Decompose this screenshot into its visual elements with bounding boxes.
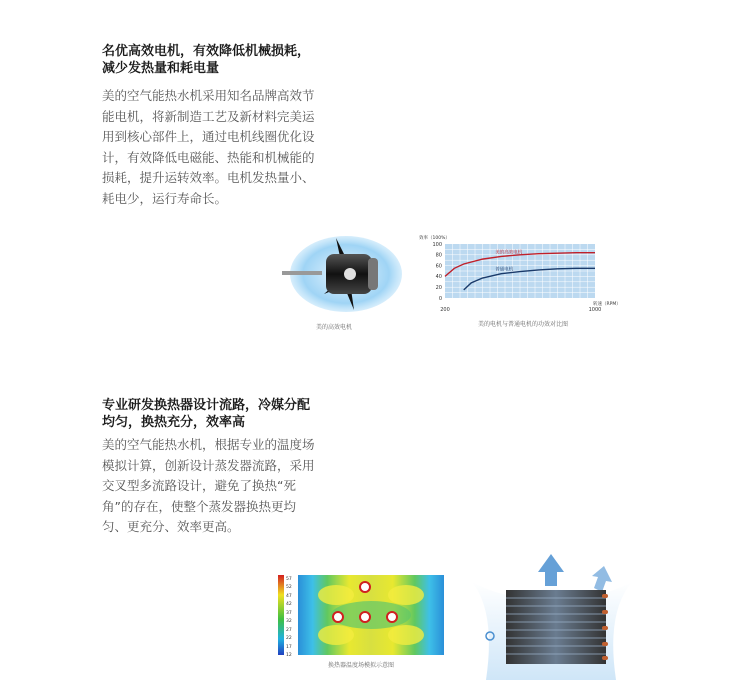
chart-y-tick-label: 20	[435, 285, 442, 291]
chart-x-axis-label: 转速（RPM）	[593, 302, 621, 307]
motor-illustration	[278, 232, 406, 316]
section2-body: 美的空气能热水机，根据专业的温度场模拟计算，创新设计蒸发器流路，采用交叉型多流路设计，避免了换热“死角”的存在，使整个蒸发器换热更均匀、更充分、效率更高。	[102, 437, 315, 534]
chart-y-tick-label: 80	[435, 252, 442, 259]
chart-caption: 美的电机与普通电机的功效对比图	[478, 321, 569, 328]
temperature-scale-label: 42	[286, 602, 292, 608]
chart-y-tick-label: 0	[438, 295, 442, 302]
temperature-scale-label: 47	[286, 593, 292, 599]
section1-body: 美的空气能热水机采用知名品牌高效节能电机，将新制造工艺及新材料完美运用到核心部件上，通过电机线圈优化设计，有效降低电磁能、热能和机械能的损耗，提升运转效率。电机发热量小、耗电少，运行寿命长。	[102, 88, 315, 206]
temperature-scale-label: 32	[286, 619, 292, 625]
chart-y-axis-label: 效率（100%）	[419, 236, 450, 241]
section1-heading: 名优高效电机，有效降低机械损耗，减少发热量和耗电量	[102, 44, 311, 76]
temperature-scale-label: 57	[286, 577, 292, 582]
section2-heading: 专业研发换热器设计流路，冷媒分配均匀，换热充分，效率高	[102, 398, 311, 430]
temperature-scale-label: 27	[286, 627, 292, 633]
temperature-scale-label: 52	[286, 585, 292, 591]
chart-series-label: 普通电机	[495, 267, 514, 273]
chart-series-label: 美的高效电机	[495, 250, 523, 256]
evaporator-illustration	[466, 552, 636, 680]
temperature-scale-label: 37	[286, 610, 292, 616]
motor-caption: 美的高效电机	[316, 324, 353, 331]
chart-x-tick-label: 200	[440, 307, 450, 313]
chart-y-tick-label: 40	[435, 274, 442, 281]
chart-y-tick-label: 60	[435, 263, 442, 270]
chart-x-tick-label: 1000	[588, 307, 602, 313]
temperature-scale-labels	[286, 577, 298, 658]
temperature-scale-label: 22	[286, 636, 292, 642]
temperature-scale-label: 17	[286, 644, 292, 650]
simulation-caption: 换热器温度场模拟示意图	[328, 662, 395, 669]
chart-y-tick-label: 100	[432, 241, 442, 248]
efficiency-chart-svg	[415, 232, 635, 322]
efficiency-chart	[415, 232, 635, 322]
temperature-simulation	[276, 575, 446, 655]
temperature-scale-label: 12	[286, 653, 292, 658]
